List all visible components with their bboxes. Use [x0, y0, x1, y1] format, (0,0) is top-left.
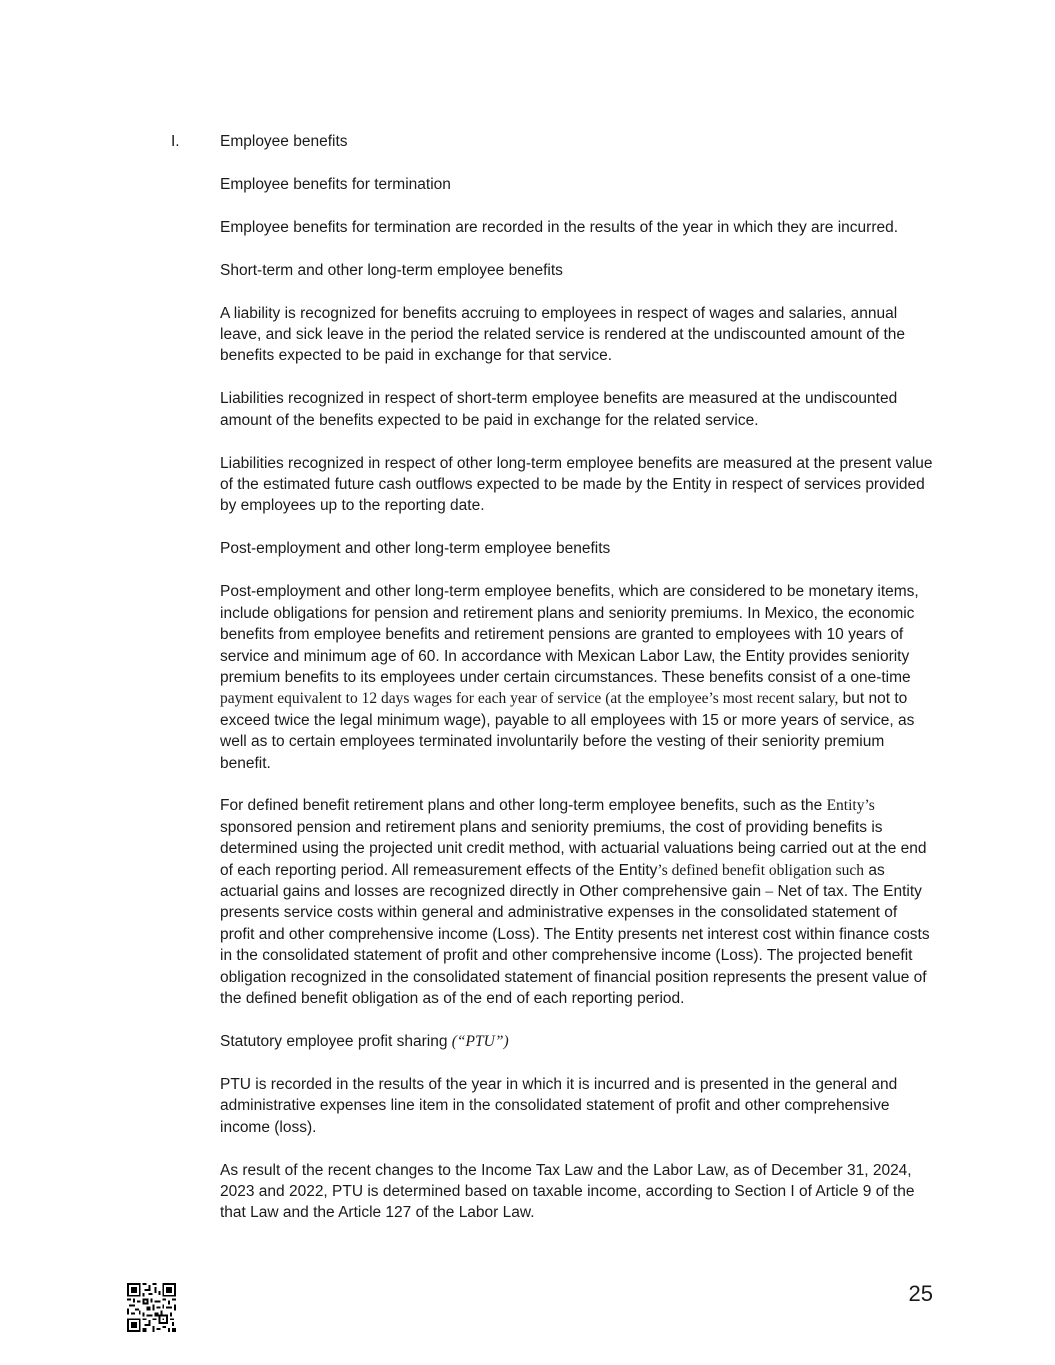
section-content [220, 131, 935, 1245]
defined-benefit-text-f: – [765, 883, 774, 901]
page-number: 25 [908, 1281, 933, 1306]
ptu-heading-abbr: (“PTU”) [451, 1033, 509, 1050]
ptu-paragraph: PTU is recorded in the results of the year in which it is incurred and is presented in the general and administrative expenses line item in the consolidated statement of profit and other comprehensive income (loss). [220, 1075, 898, 1136]
section-number: I. [171, 133, 180, 150]
long-term-liabilities-paragraph: Liabilities recognized in respect of other long-term employee benefits are measured at the present value of the estimated future cash outflows expected to be made by the Entity in respect of services provided by employees up to the reporting date. [220, 454, 933, 515]
termination-heading: Employee benefits for termination [220, 175, 451, 193]
tax-law-paragraph: As result of the recent changes to the Income Tax Law and the Labor Law, as of December 31, 2024, 2023 and 2022, PTU is determined based on taxable income, according to Section I of Article 9 of the that Law and the Article 127 of the Labor Law. [220, 1161, 915, 1222]
defined-benefit-text-c: sponsored pension and retirement plans and seniority premiums, the cost of providing benefits is determined using the projected unit credit method, with actuarial valuations being carried out at the end of each reporting period. All remeasurement effects of the Entity [220, 818, 927, 879]
post-employment-text-a: Post-employment and other long-term employee benefits, which are considered to be monetary items, include obligations for pension and retirement plans and seniority premiums. In Mexico, the economic benefits from employee benefits and retirement pensions are granted to employees with 10 years of service and minimum age of 60. In accordance with Mexican Labor Law, the Entity provides seniority premium benefits to its employees under certain circumstances. These benefits consist of a one-time [220, 583, 919, 686]
liability-paragraph: A liability is recognized for benefits accruing to employees in respect of wages and salaries, annual leave, and sick leave in the period the related service is rendered at the undiscounted amount of the benefits expected to be paid in exchange for that service. [220, 304, 906, 365]
defined-benefit-text-e: as actuarial gains and losses are recognized directly in Other comprehensive gain [220, 861, 885, 901]
post-employment-text-c: but not to exceed twice the legal minimum wage), payable to all employees with 15 or more years of service, as well as to certain employees terminated involuntarily before the vesting of their seniority premium benefit. [220, 690, 915, 772]
ptu-heading-text: Statutory employee profit sharing [220, 1033, 448, 1050]
ptu-heading [220, 1031, 935, 1052]
short-term-liabilities-paragraph: Liabilities recognized in respect of short-term employee benefits are measured at the undiscounted amount of the benefits expected to be paid in exchange for the related service. [220, 390, 898, 429]
post-employment-heading: Post-employment and other long-term employee benefits [220, 540, 611, 558]
defined-benefit-text-a: For defined benefit retirement plans and other long-term employee benefits, such as the [220, 797, 823, 815]
defined-benefit-text-b: Entity’s [826, 797, 875, 815]
termination-paragraph: Employee benefits for termination are recorded in the results of the year in which they are incurred. [220, 218, 899, 236]
qr-code-icon [127, 1283, 176, 1332]
defined-benefit-text-g: Net of tax. The Entity presents service costs within general and administrative expenses in the consolidated statement of profit and other comprehensive income (Loss). The Entity presents net interest cost within finance costs in the consolidated statement of profit and other comprehensive income (Loss). The projected benefit obligation recognized in the consolidated statement of financial position represents the present value of the defined benefit obligation as of the end of each reporting period. [220, 883, 930, 1008]
post-employment-text-b: payment equivalent to 12 days wages for each year of service (at the employee’s most recent salary, [220, 690, 839, 708]
defined-benefit-paragraph [220, 795, 935, 1009]
short-term-heading: Short-term and other long-term employee benefits [220, 261, 563, 279]
defined-benefit-text-d: ’s defined benefit obligation such [657, 861, 865, 879]
section-title: Employee benefits [220, 133, 348, 150]
post-employment-paragraph [220, 581, 935, 774]
